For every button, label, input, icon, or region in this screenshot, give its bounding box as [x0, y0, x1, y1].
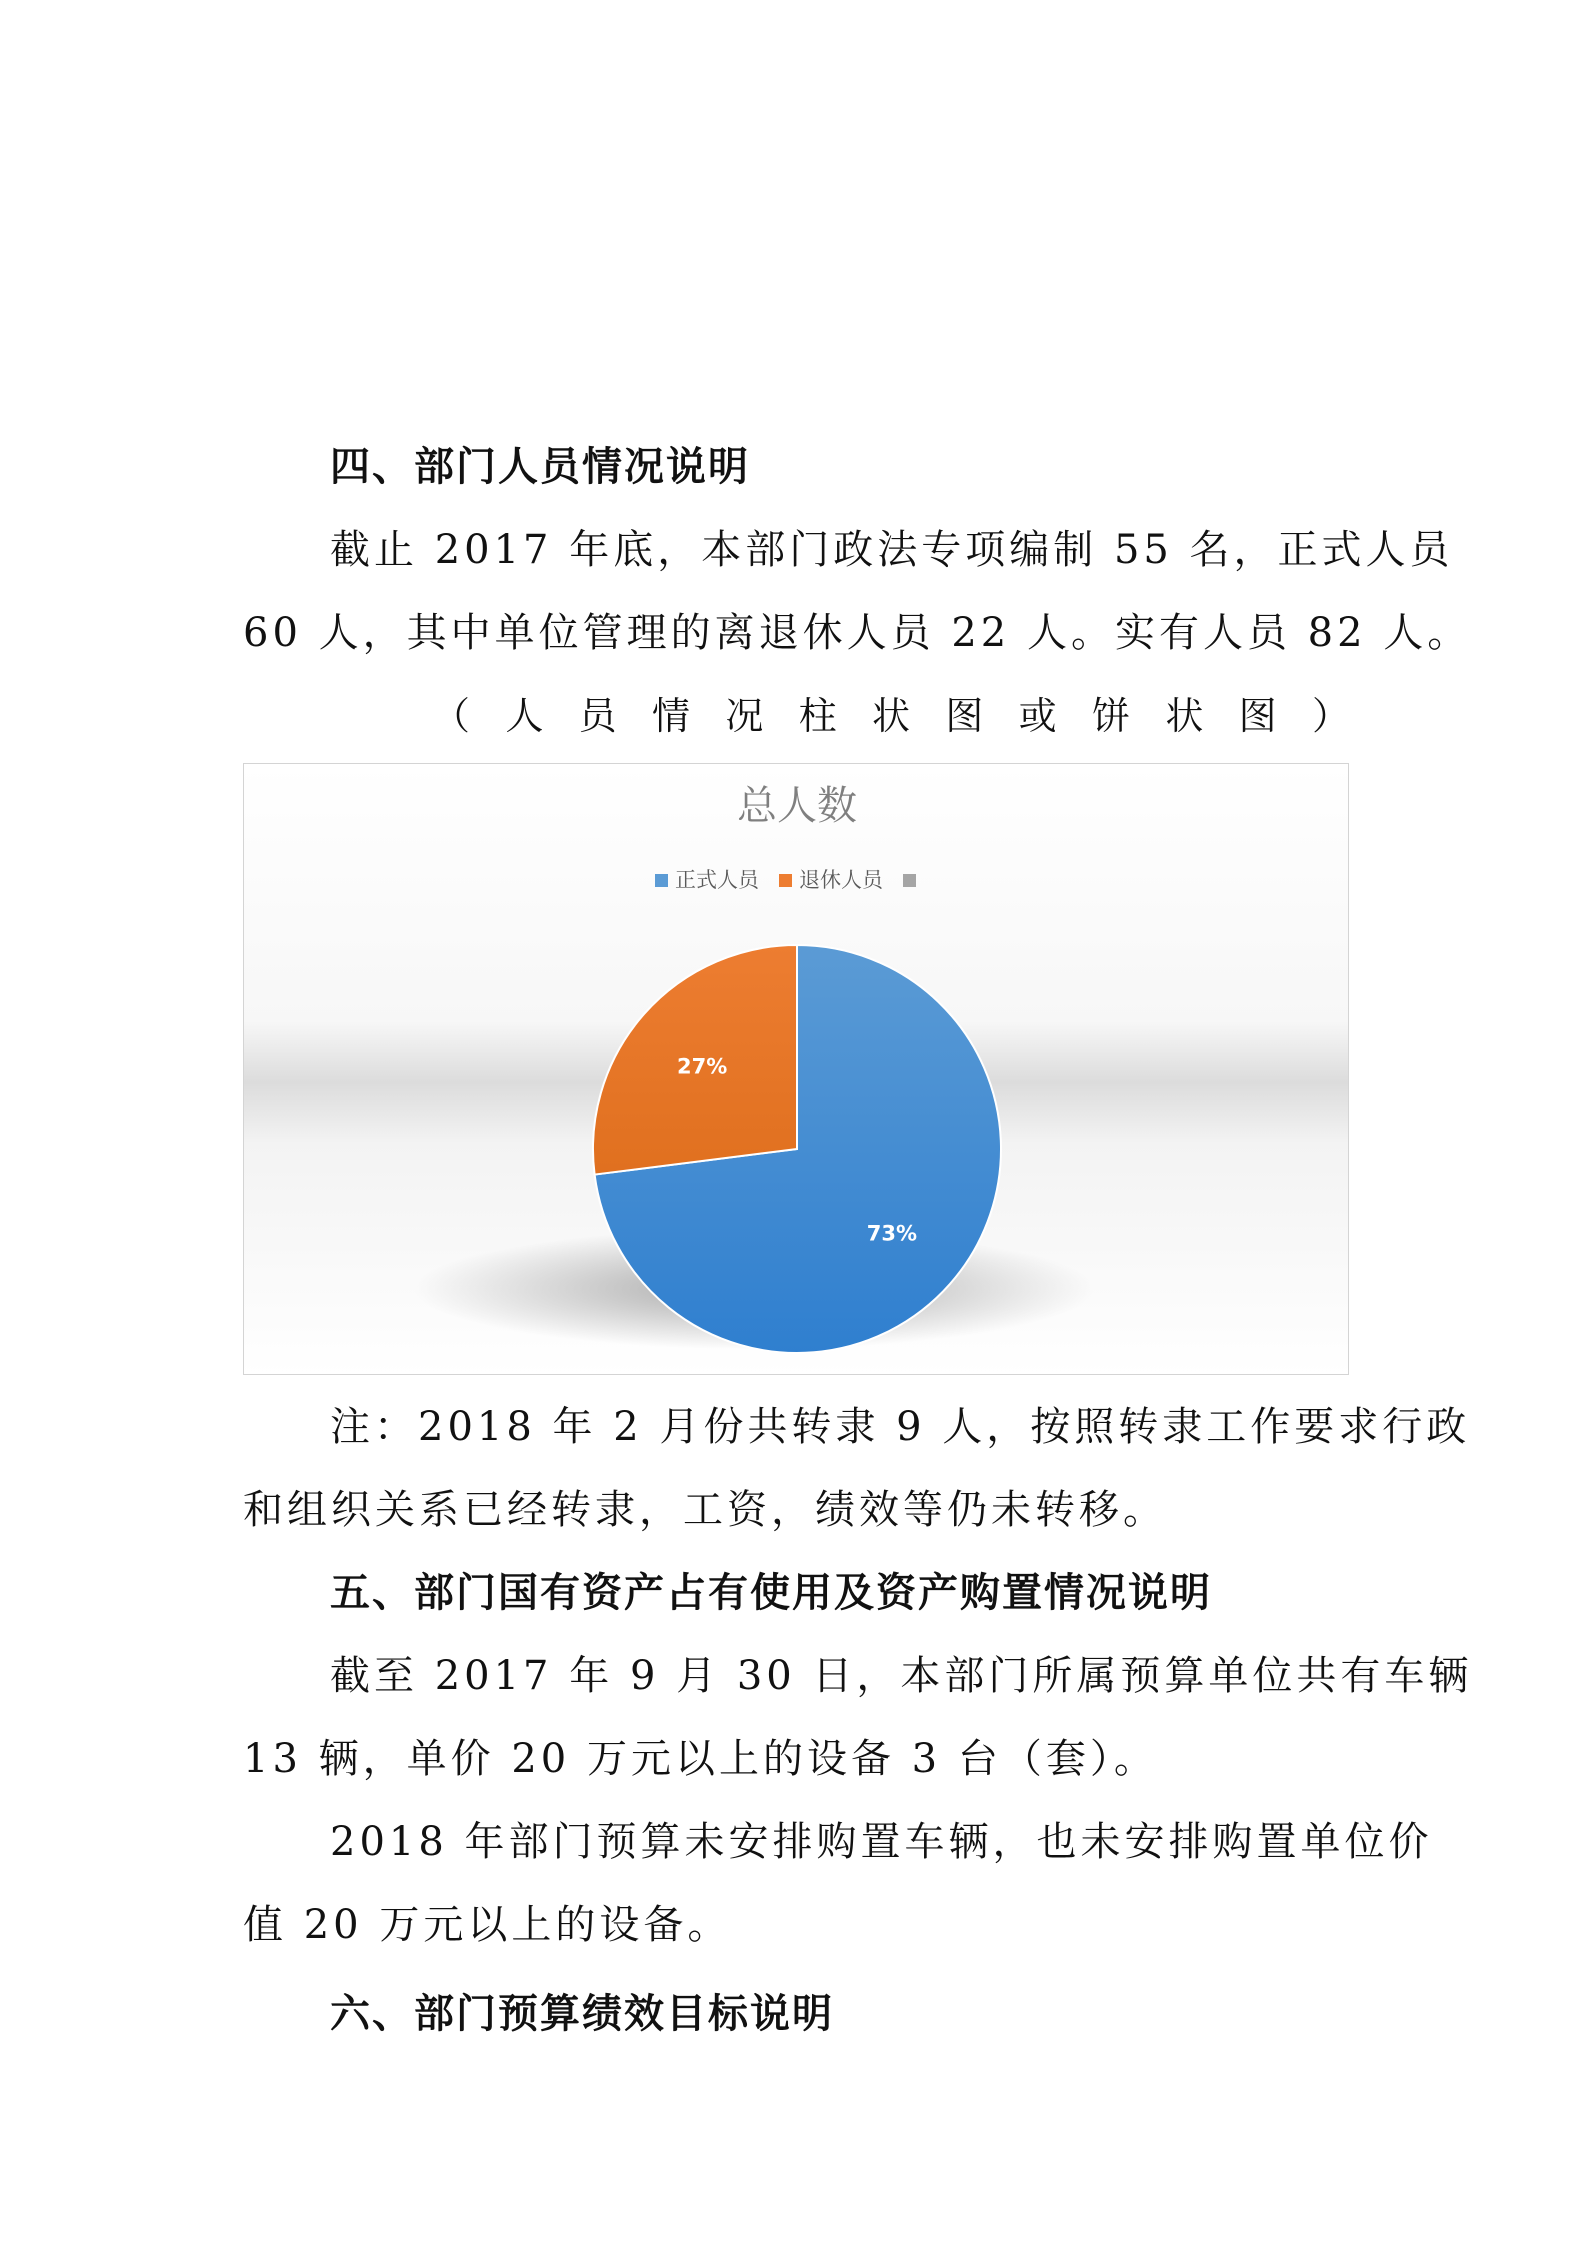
- legend-swatch-series-3-unnamed: [903, 874, 916, 887]
- pie-chart: [244, 764, 1349, 1375]
- pie-chart-frame: [243, 763, 1349, 1375]
- section-6-heading: 六、部门预算绩效目标说明: [330, 1991, 834, 2037]
- section-5-heading: 五、部门国有资产占有使用及资产购置情况说明: [330, 1570, 1212, 1616]
- legend-label-series-2: 退休人员: [799, 868, 883, 892]
- legend-swatch-series-2: [779, 874, 792, 887]
- section-5-paragraph-1-line-1: 截至 2017 年 9 月 30 日，本部门所属预算单位共有车辆: [330, 1653, 1473, 1699]
- chart-caption: （ 人 员 情 况 柱 状 图 或 饼 状 图 ）: [432, 694, 1350, 738]
- section-4-paragraph-line-1: 截止 2017 年底，本部门政法专项编制 55 名，正式人员: [330, 527, 1454, 573]
- note-line-1: 注：2018 年 2 月份共转隶 9 人，按照转隶工作要求行政: [330, 1404, 1471, 1450]
- legend-label-series-1: 正式人员: [675, 868, 759, 892]
- pie-data-label-series-1: 73%: [866, 1221, 918, 1246]
- chart-title: 总人数: [737, 783, 857, 829]
- section-5-paragraph-1-line-2: 13 辆，单价 20 万元以上的设备 3 台（套）。: [243, 1736, 1158, 1782]
- note-line-2: 和组织关系已经转隶，工资，绩效等仍未转移。: [243, 1487, 1167, 1533]
- section-5-paragraph-2-line-1: 2018 年部门预算未安排购置车辆，也未安排购置单位价: [330, 1819, 1433, 1865]
- pie-slices: [593, 945, 1001, 1353]
- section-4-paragraph-line-2: 60 人，其中单位管理的离退休人员 22 人。实有人员 82 人。: [243, 610, 1472, 656]
- section-4-heading: 四、部门人员情况说明: [330, 444, 750, 490]
- pie-data-label-series-2: 27%: [676, 1054, 728, 1079]
- section-5-paragraph-2-line-2: 值 20 万元以上的设备。: [243, 1902, 732, 1948]
- legend-swatch-series-1: [655, 874, 668, 887]
